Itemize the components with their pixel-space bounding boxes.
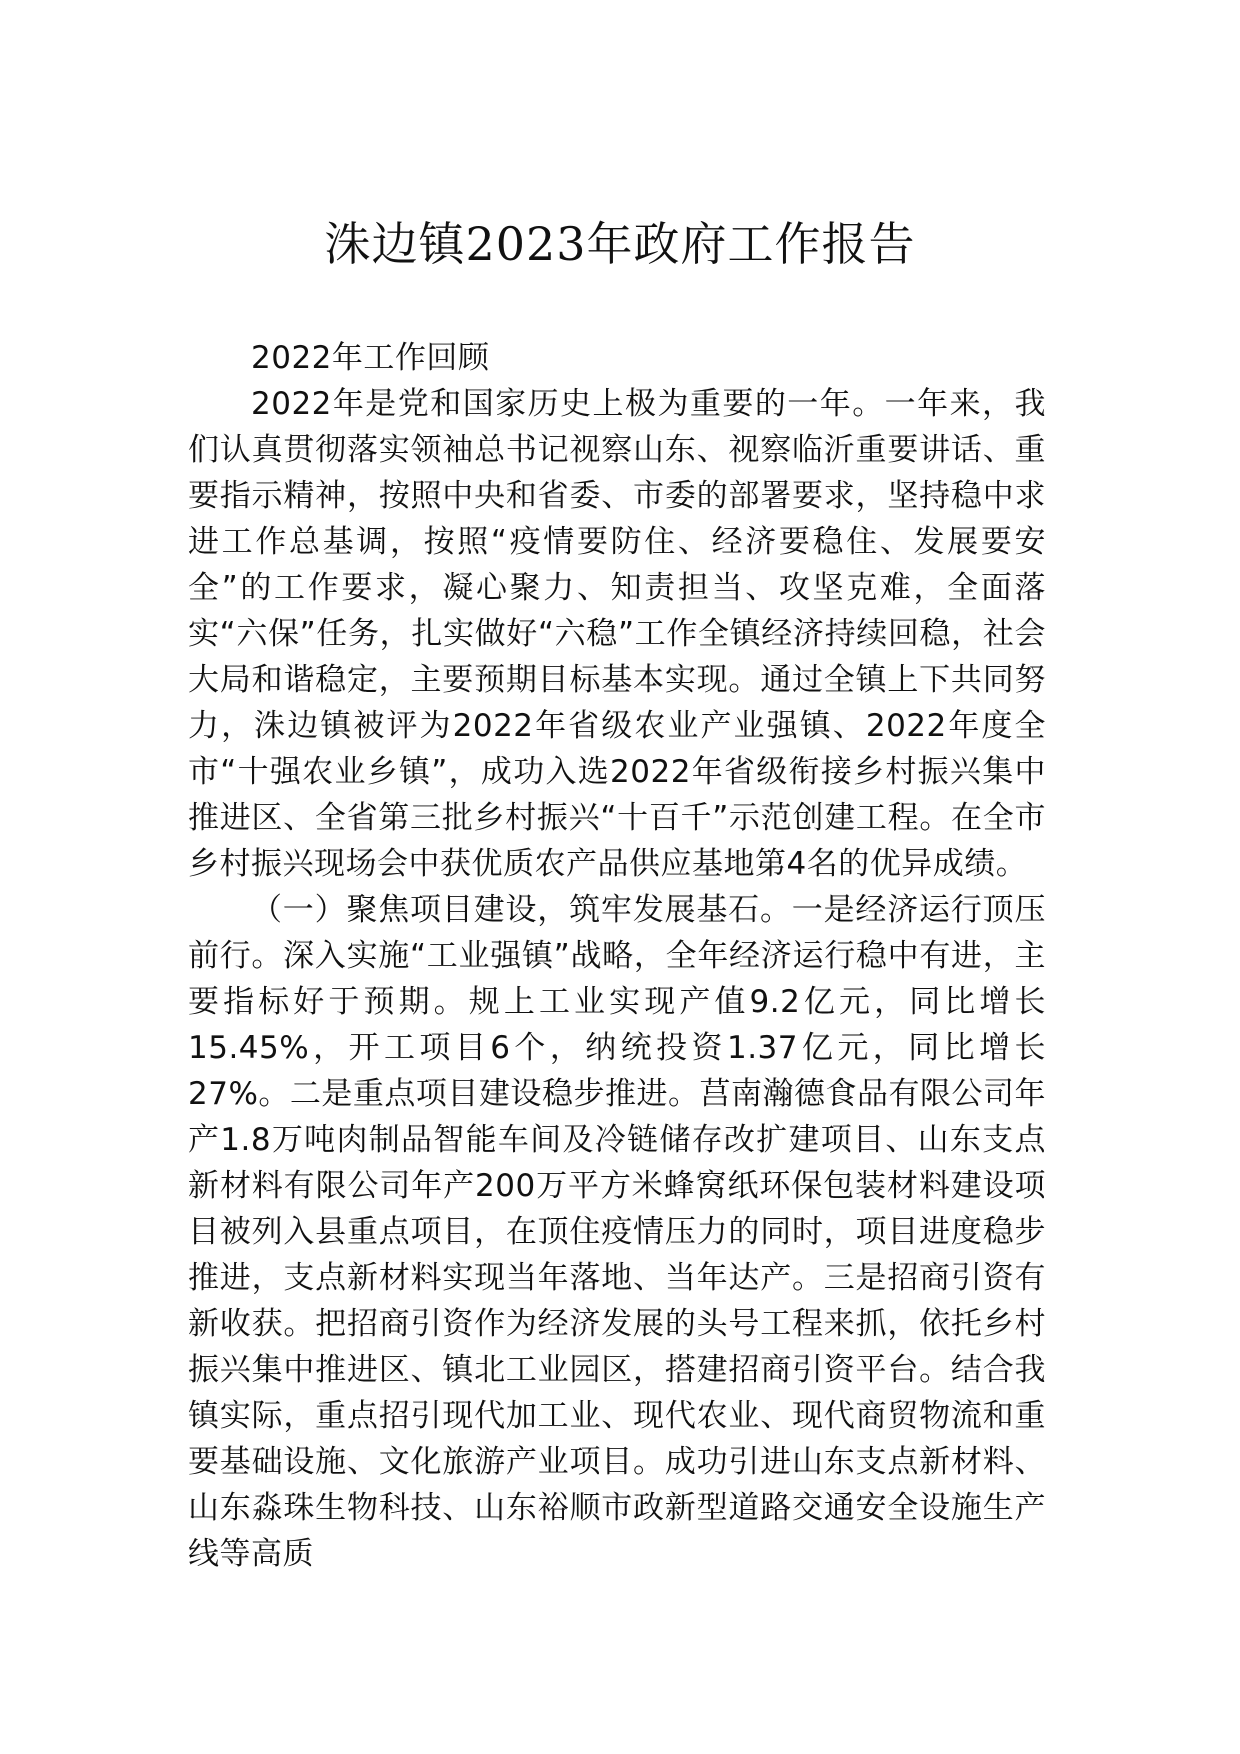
document-title: 洙边镇2023年政府工作报告 [324,217,916,271]
paragraph-overview: 2022年是党和国家历史上极为重要的一年。一年来，我们认真贯彻落实领袖总书记视察山东、视察临沂重要讲话、重要指示精神，按照中央和省委、市委的部署要求，坚持稳中求进工作总基调，按照“疫情要防住、经济要稳住、发展要安全”的工作要求，凝心聚力、知责担当、攻坚克难，全面落实“六保”任务，扎实做好“六稳”工作全镇经济持续回稳，社会大局和谐稳定，主要预期目标基本实现。通过全镇上下共同努力，洙边镇被评为2022年省级农业产业强镇、2022年度全市“十强农业乡镇”，成功入选2022年省级衔接乡村振兴集中推进区、全省第三批乡村振兴“十百千”示范创建工程。在全市乡村振兴现场会中获优质农产品供应基地第4名的优异成绩。 [188,386,1046,882]
paragraph-project-construction: （一）聚焦项目建设，筑牢发展基石。一是经济运行顶压前行。深入实施“工业强镇”战略，全年经济运行稳中有进，主要指标好于预期。规上工业实现产值9.2亿元，同比增长15.45%，开工项目6个，纳统投资1.37亿元，同比增长27%。二是重点项目建设稳步推进。莒南瀚德食品有限公司年产1.8万吨肉制品智能车间及冷链储存改扩建项目、山东支点新材料有限公司年产200万平方米蜂窝纸环保包装材料建设项目被列入县重点项目，在顶住疫情压力的同时，项目进度稳步推进，支点新材料实现当年落地、当年达产。三是招商引资有新收获。把招商引资作为经济发展的头号工程来抓，依托乡村振兴集中推进区、镇北工业园区，搭建招商引资平台。结合我镇实际，重点招引现代加工业、现代农业、现代商贸物流和重要基础设施、文化旅游产业项目。成功引进山东支点新材料、山东淼珠生物科技、山东裕顺市政新型道路交通安全设施生产线等高质 [188,892,1046,1572]
section-heading: 2022年工作回顾 [251,340,490,376]
document-body [188,335,1046,1577]
